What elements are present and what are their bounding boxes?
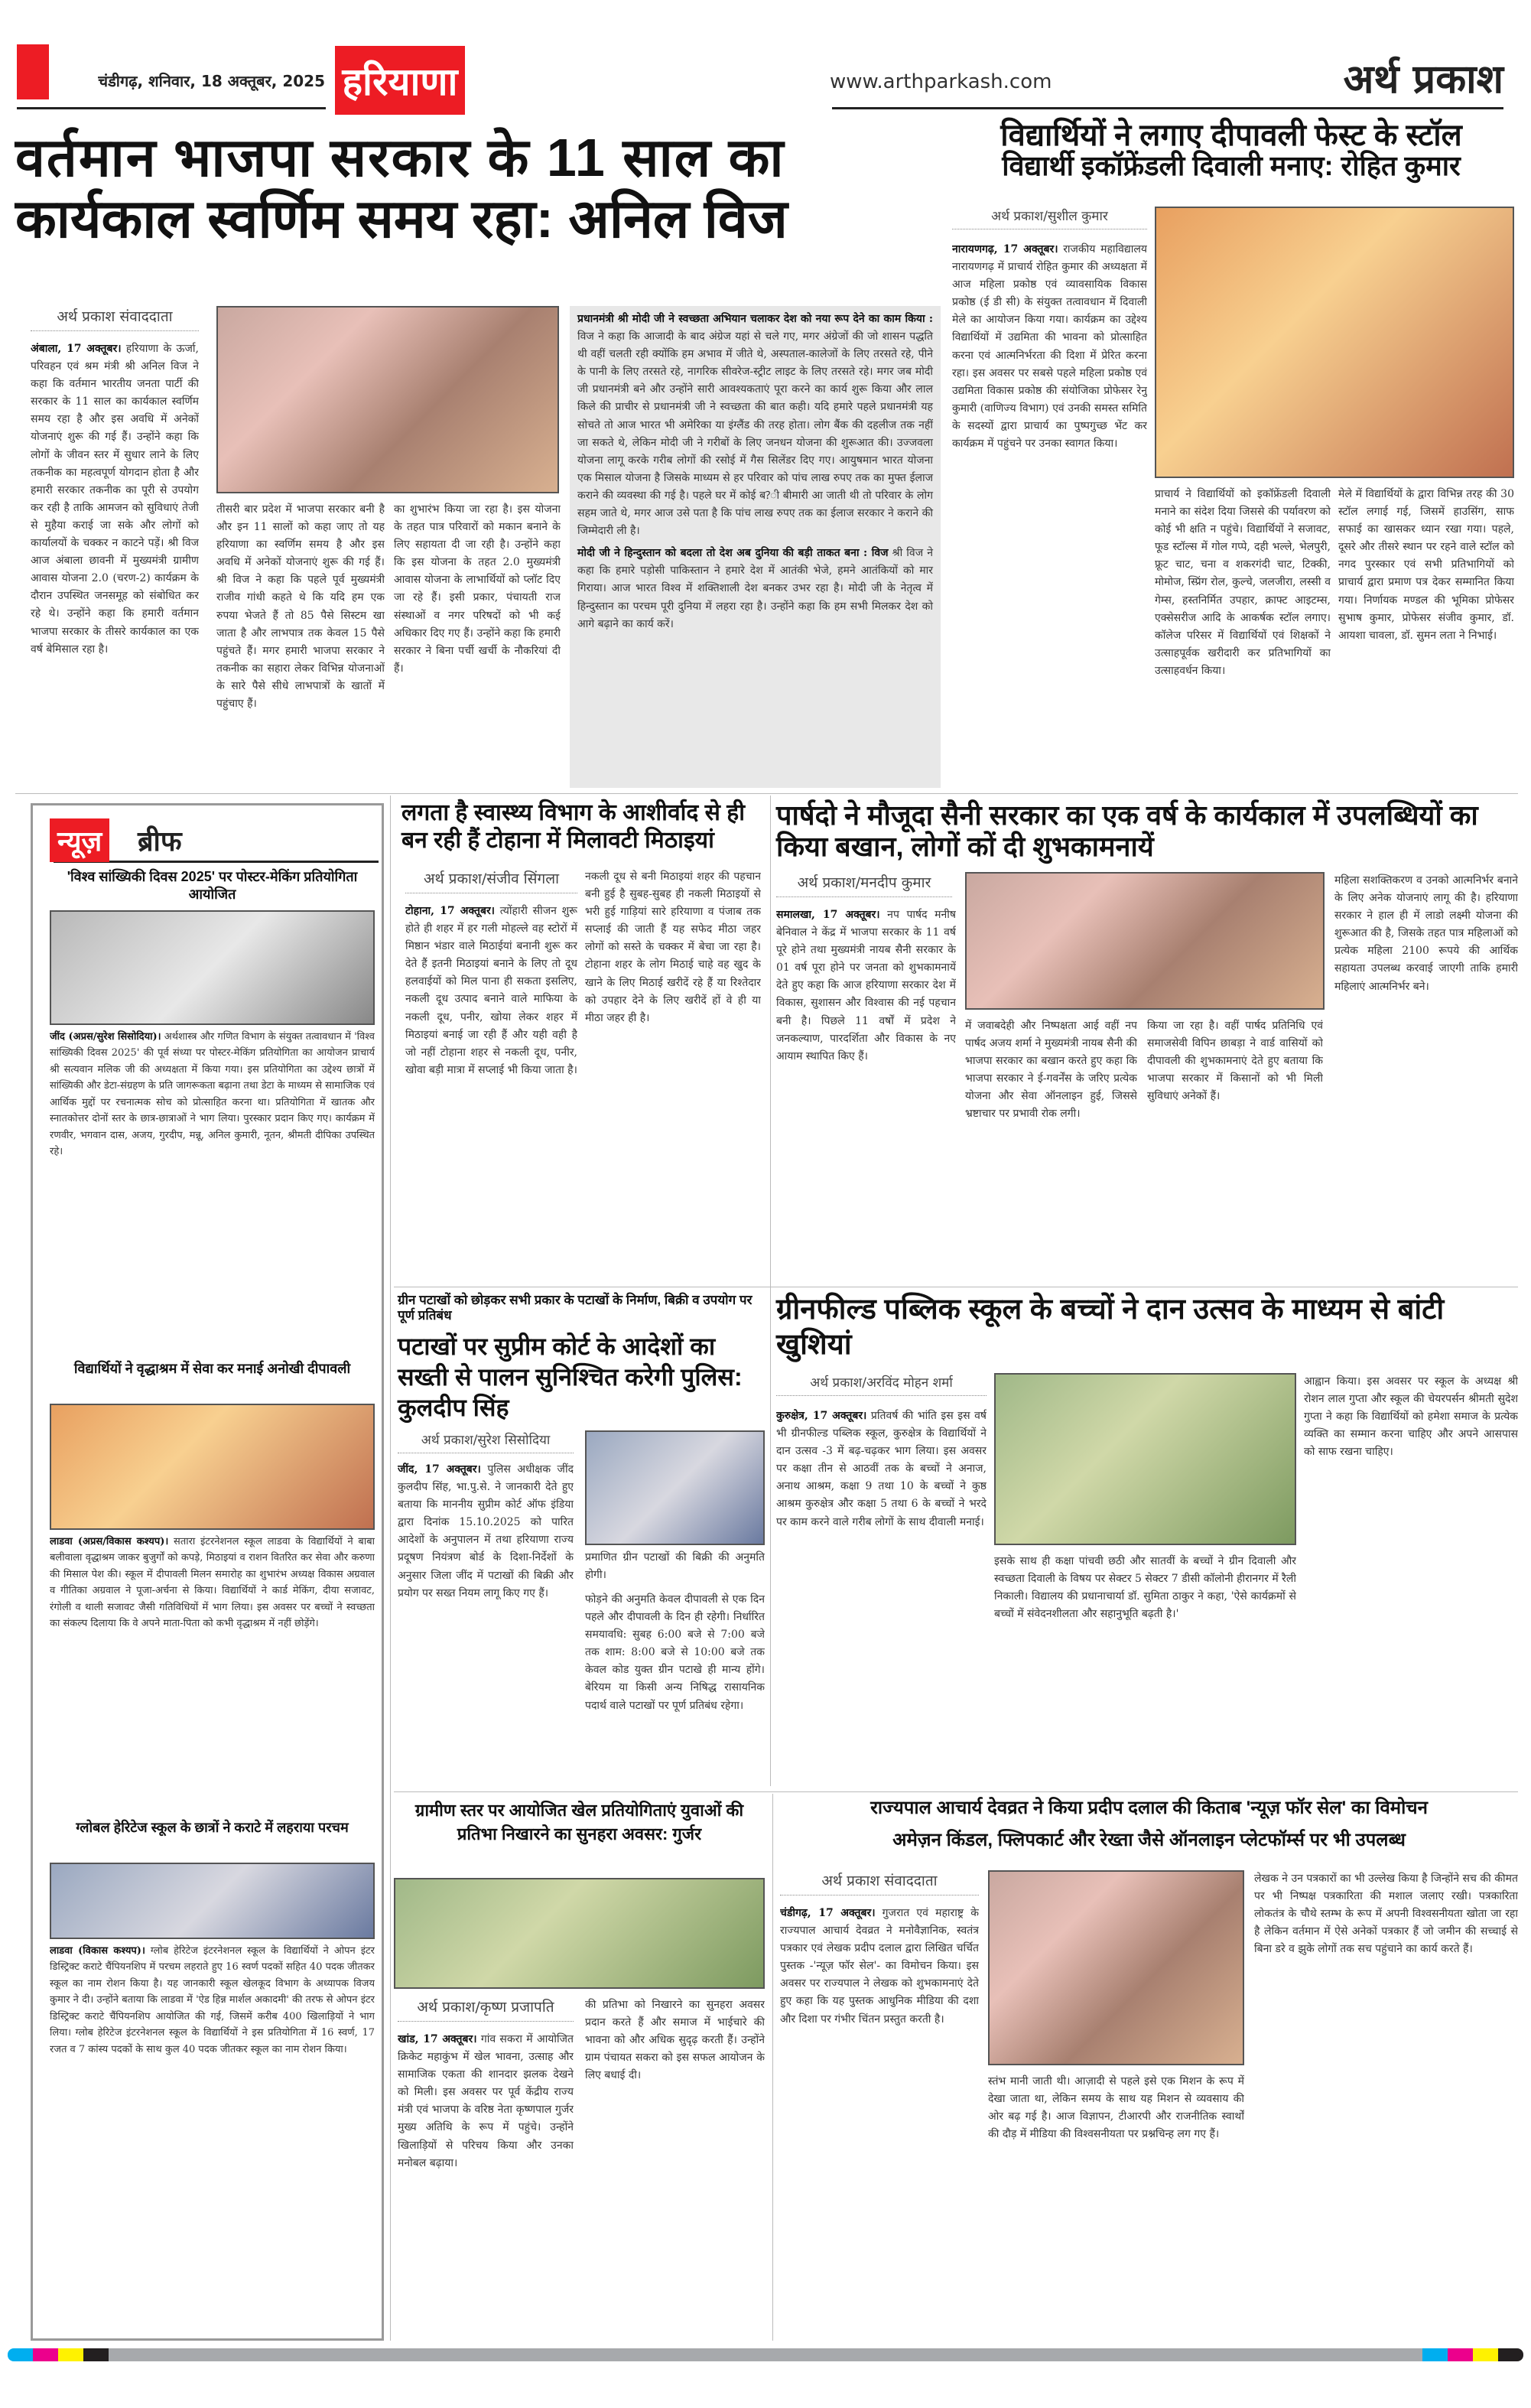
games-body-col2: की प्रतिभा को निखारने का सुनहरा अवसर प्रदान करते हैं और समाज में भाईचारे की भावना को और अधिक सुदृढ़ करती हैं। उन्होंने ग्राम पंचायत सकरा को इस सफल आयोजन के लिए बधाई दी। bbox=[585, 1999, 765, 2082]
magenta-swatch bbox=[33, 2348, 58, 2361]
masthead-rule-left bbox=[17, 107, 326, 109]
parshad-body-col4: महिला सशक्तिकरण व उनको आत्मनिर्भर बनाने के लिए अनेक योजनाएं लागू की है। हरियाणा सरकार ने हाल ही में लाडो लक्ष्मी योजना की शुरूआत की है, जिसके तहत पात्र महिलाओं को प्रत्येक महिला 2100 रूपये की आर्थिक सहायता उपलब्ध करवाई जाएगी ताकि हमारी महिलाएं आत्मनिर्भर बने। bbox=[1334, 874, 1518, 993]
parshad-byline: अर्थ प्रकाश/मनदीप कुमार bbox=[776, 872, 952, 897]
column-rule bbox=[772, 1794, 773, 2341]
tohana-byline: अर्थ प्रकाश/संजीव सिंगला bbox=[405, 868, 577, 893]
brief-2-text: सतारा इंटरनेशनल स्कूल लाडवा के विद्यार्थियों ने बाबा बलीवाला वृद्धाश्रम जाकर बुजुर्गों को कपड़े, मिठाइयां व राशन वितरित कर सेवा और करुणा की मिसाल पेश की। स्कूल में दीपावली मिलन समारोह का शुभारंभ अध्यक्ष विकास अग्रवाल व गीतिका अग्रवाल ने पूजा-अर्चना से किया। विद्यार्थियों ने कार्ड मेकिंग, दीया सजावट, रंगोली व थाली सजावट जैसी गतिविधियों में भाग लिया। इस अवसर पर बच्चों ने स्वच्छता का संकल्प दिलाया कि वे अपने माता-पिता को कभी वृद्धाश्रम में नहीं छोड़ेंगे। bbox=[50, 1536, 375, 1630]
firecracker-byline: अर्थ प्रकाश/सुरेश सिसोदिया bbox=[398, 1430, 574, 1453]
lead-body-col1 bbox=[31, 340, 199, 784]
brief-3-headline: ग्लोबल हेरिटेज स्कूल के छात्रों ने कराटे में लहराया परचम bbox=[76, 1820, 349, 1835]
black-swatch bbox=[83, 2348, 109, 2361]
firecracker-photo-caption: प्रमाणित ग्रीन पटाखों की बिक्री की अनुमति होगी। bbox=[585, 1551, 765, 1582]
box-body: विज ने कहा कि आजादी के बाद अंग्रेज यहां से चले गए, मगर अंग्रेजों की जो शासन पद्धति थी वहीं चलती रही क्योंकि हम अभाव में जीते थे, अस्पताल-कालेजों के लिए तरसते रहे, पीने के पानी के लिए तरसते रहे, नागरिक सीवरेज-स्ट्रीट लाइट के लिए तरसते रहे। मगर जब मोदी जी प्रधानमंत्री बने और उन्होंने सारी आवश्यकताएं पूरा करने का कार्य शुरू किया और लाल किले की प्राचीर से प्रधानमंत्री जी ने स्वच्छता की बात कही। यदि हमारे पहले प्रधानमंत्री यह सोचते तो आज भारत भी अमेरिका या इंग्लैंड की तरह होता। लोग बैंक की दहलीज तक नहीं जा सकते थे, लेकिन मोदी जी ने गरीबों के लिए जनधन योजना की शुरूआत की। उज्जवला योजना लागू करके गरीब लोगों की रसोई में गैस सिलेंडर दिए गए। आयुषमान भारत योजना एक मिसाल योजना है जिसके माध्यम से हर परिवार को पांच लाख रुपए तक का मुफ्त ईलाज कराने की व्यवस्था की गई है। पहले घर में कोई ब?ी बीमारी आ जाती थी तो परिवार के लोग सहम जाते थे, मगर आज उसे पता है कि पांच लाख रुपए तक का ईलाज सरकार ने कराने की जिम्मेदारी ली है। bbox=[577, 330, 933, 538]
brief-3-lead: लाडवा (विकास कश्यप)। bbox=[50, 1945, 145, 1957]
firecracker-photo bbox=[585, 1430, 765, 1545]
diwali-body-text: राजकीय महाविद्यालय नारायणगढ़ में प्राचार्य रोहित कुमार की अध्यक्षता में आज महिला प्रकोष्ठ एवं व्यावसायिक विकास प्रकोष्ठ (ई डी सी) के संयुक्त तत्वावधान में दिवाली मेले का आयोजन किया गया। कार्यक्रम का उद्देश्य विद्यार्थियों में उद्यमिता की भावना को प्रोत्साहित करना एवं आत्मनिर्भरता की दिशा में प्रेरित करना रहा। इस अवसर पर सबसे पहले महिला प्रकोष्ठ एवं उद्यमिता विकास प्रकोष्ठ की संयोजिका प्रोफेसर रेनु कुमारी (वाणिज्य विभाग) एवं उनकी समस्त समिति के सदस्यों द्वारा प्राचार्य का पुष्पगुच्छ भेंट कर कार्यक्रम में पहुंचने पर उनका स्वागत किया। bbox=[952, 243, 1147, 451]
firecracker-body-col1 bbox=[398, 1461, 574, 1786]
lead-body-col2: तीसरी बार प्रदेश में भाजपा सरकार बनी है और इन 11 सालों को कहा जाए तो यह हरियाणा का स्वर्णिम समय है और इस अवधि में अनेकों योजनाएं शुरू की गई हैं। श्री विज ने कहा कि पहले पूर्व मुख्यमंत्री राजीव गांधी कहते थे कि यदि हम एक रुपया भेजते हैं तो 85 पैसे सिस्टम खा जाता है और लाभपात्र तक केवल 15 पैसे पहुंचते हैं। मगर हमारी भाजपा सरकार ने तकनीक का सहारा लेकर विभिन्न योजनाओं के सारे पैसे सीधे लाभपात्रों के खातों में पहुंचाए हैं। bbox=[216, 503, 385, 711]
diwali-body-col2: प्राचार्य ने विद्यार्थियों को इकॉफ्रेंडली दिवाली मनाने का संदेश दिया जिससे की पर्यावरण को कोई भी क्षति न पहुंचे। विद्यार्थियों ने सजावट, फूड स्टॉल्स में गोल गप्पे, दही भल्ले, भेलपुरी, फ्रूट चाट, चना व शकरगंदी चाट, टिक्की, मोमोज, स्प्रिंग रोल, कुल्चे, जलजीरा, लस्सी व गेम्स, हस्तनिर्मित उपहार, क्राफ्ट आइटम्स, एक्सेसरीज आदि के आकर्षक स्टॉल लगाए। कॉलेज परिसर में विद्यार्थियों एवं शिक्षकों ने उत्साहपूर्वक खरीदारी कर प्रतिभागियों का उत्साहवर्धन किया। bbox=[1155, 488, 1331, 677]
games-byline: अर्थ प्रकाश/कृष्ण प्रजापति bbox=[398, 1996, 574, 2022]
yellow-swatch bbox=[58, 2348, 83, 2361]
book-byline: अर्थ प्रकाश संवाददाता bbox=[780, 1870, 979, 1895]
games-headline: ग्रामीण स्तर पर आयोजित खेल प्रतियोगिताएं युवाओं की प्रतिभा निखारने का सुनहरा अवसर: गुर्जर bbox=[414, 1801, 744, 1843]
diwali-dateline: नारायणगढ़, 17 अक्तूबर। bbox=[952, 243, 1058, 255]
lead-body-text: हरियाणा के ऊर्जा, परिवहन एवं श्रम मंत्री श्री अनिल विज ने कहा कि वर्तमान भारतीय जनता पार्टी की सरकार के 11 साल का कार्यकाल स्वर्णिम समय रहा है और इस अवधि में अनेकों योजनाएं शुरू की गई हैं। उन्होंने कहा कि लोगों के जीवन स्तर में सुधार लाने के लिए तकनीक का महत्वपूर्ण योगदान होता है और हमारी सरकार तकनीक का पूरी से उपयोग कर रही है ताकि आमजन को सुविधाएं तेजी से मुहैया कराई जा सके और लोगों को कार्यालयों के चक्कर न काटने पड़ें। श्री विज आज अंबाला छावनी में मुख्यमंत्री ग्रामीण आवास योजना 2.0 (चरण-2) कार्यक्रम के दौरान उपस्थित जनसमूह को संबोधित कर रहे थे। उन्होंने कहा कि हमारी वर्तमान भाजपा सरकार के तीसरे कार्यकाल का एक वर्ष बेमिसाल रहा है। bbox=[31, 343, 199, 656]
lead-byline: अर्थ प्रकाश संवाददाता bbox=[31, 306, 199, 331]
lead-headline bbox=[15, 130, 941, 247]
masthead-dateline: चंडीगढ़, शनिवार, 18 अक्तूबर, 2025 bbox=[98, 72, 325, 90]
parshad-dateline: समालखा, 17 अक्तूबर। bbox=[776, 909, 880, 921]
brief-3-body bbox=[50, 1943, 375, 2329]
parshad-headline: पार्षदो ने मौजूदा सैनी सरकार का एक वर्ष के कार्यकाल में उपलब्धियों का किया बखान, लोगों कों दी शुभकामनायें bbox=[776, 799, 1478, 863]
greenfield-byline: अर्थ प्रकाश/अरविंद मोहन शर्मा bbox=[776, 1373, 987, 1396]
brief-3-text: ग्लोब हेरिटेज इंटरनेशनल स्कूल के विद्यार्थियों ने ओपन इंटर डिस्ट्रिक्ट कराटे चैंपियनशिप में परचम लहराते हुए 16 स्वर्ण पदकों सहित 40 पदक जीतकर स्कूल का नाम रोशन किया है। यह जानकारी स्कूल खेलकूद विभाग के अध्यापक विजय कुमार ने दी। उन्होंने बताया कि लाडवा में 'ऐड हिन्न मार्शल अकादमी' की तरफ से ओपन इंटर डिस्ट्रिक्ट कराटे चैंपियनशिप आयोजित की गई, जिसमें करीब 400 खिलाड़ियों ने भाग लिया। ग्लोब हेरिटेज इंटरनेशनल स्कूल के विद्यार्थियों ने इस प्रतियोगिता में 16 स्वर्ण, 17 रजत व 7 कांस्य पदकों के साथ कुल 40 पदक जीतकर स्कूल का नाम रोशन किया। bbox=[50, 1945, 375, 2055]
horizontal-rule bbox=[15, 793, 1518, 794]
greenfield-dateline: कुरुक्षेत्र, 17 अक्तूबर। bbox=[776, 1410, 867, 1422]
magenta-swatch bbox=[1448, 2348, 1473, 2361]
column-rule bbox=[390, 796, 391, 2341]
yellow-swatch bbox=[1473, 2348, 1498, 2361]
diwali-subheadline: विद्यार्थी इकॉफ्रेंडली दिवाली मनाए: रोहित कुमार bbox=[1002, 150, 1461, 181]
book-body-col3: लेखक ने उन पत्रकारों का भी उल्लेख किया है जिन्होंने सच की कीमत पर भी निष्पक्ष पत्रकारिता की मशाल जलाए रखी। पत्रकारिता लोकतंत्र के चौथे स्तम्भ के रूप में अपनी विश्वसनीयता खोता जा रहा है लेकिन वर्तमान में ऐसे अनेकों पत्रकार हैं जो जमीन की सच्चाई से बिना डरे व झुके लोगों तक सच पहुंचाने का कार्य करते हैं। bbox=[1254, 1873, 1518, 1956]
site-url[interactable]: www.arthparkash.com bbox=[830, 70, 1052, 93]
brief-1-photo bbox=[50, 910, 375, 1025]
diwali-photo bbox=[1155, 207, 1514, 478]
games-body-col1 bbox=[398, 2031, 574, 2333]
brief-1-headline: 'विश्व सांख्यिकी दिवस 2025' पर पोस्टर-मेकिंग प्रतियोगिता आयोजित bbox=[67, 869, 358, 902]
diwali-byline: अर्थ प्रकाश/सुशील कुमार bbox=[952, 207, 1147, 229]
greenfield-headline: ग्रीनफील्ड पब्लिक स्कूल के बच्चों ने दान उत्सव के माध्यम से बांटी खुशियां bbox=[776, 1293, 1445, 1361]
parshad-body-col2: में जवाबदेही और निष्पक्षता आई वहीं नप पार्षद अजय शर्मा ने मुख्यमंत्री नायब सैनी की भाजपा सरकार का बखान करते हुए कहा कि भाजपा सरकार ने ई-गवर्नेंस के जरिए प्रत्येक योजना और सेवा ऑनलाइन हुई, जिससे भ्रष्टाचार पर प्रभावी रोक लगी। bbox=[965, 1020, 1137, 1121]
parshad-body-text: नप पार्षद मनीष बेनिवाल ने केंद्र में भाजपा सरकार के 11 वर्ष पूरे होने तथा मुख्यमंत्री नायब सैनी सरकार के 01 वर्ष पूरा होने पर जनता को शुभकामनायें देते हुए कहा कि आज हरियाणा सरकार देश में विकास, सुशासन और विश्वास की नई पहचान बनी है। पिछले 11 वर्षों में प्रदेश ने जनकल्याण, पारदर्शिता और विकास के नए आयाम स्थापित किए हैं। bbox=[776, 909, 956, 1062]
firecracker-body-col2: फोड़ने की अनुमति केवल दीपावली से एक दिन पहले और दीपावली के दिन ही रहेगी। निर्धारित समयावधि: सुबह 6:00 बजे से 7:00 बजे तक शाम: 8:00 बजे से 10:00 बजे तक केवल कोड युक्त ग्रीन पटाखे ही मान्य होंगे। बेरियम या किसी अन्य निषिद्ध रासायनिक पदार्थ वाले पटाखों पर पूर्ण प्रतिबंध रहेगा। bbox=[585, 1593, 765, 1712]
cyan-swatch bbox=[1422, 2348, 1448, 2361]
book-body-col1 bbox=[780, 1905, 979, 2333]
lead-headline-line1: वर्तमान भाजपा सरकार के 11 साल का bbox=[15, 128, 785, 187]
lead-headline-line2: कार्यकाल स्वर्णिम समय रहा: अनिल विज bbox=[15, 188, 788, 249]
greenfield-body-col3: आह्वान किया। इस अवसर पर स्कूल के अध्यक्ष श्री रोशन लाल गुप्ता और स्कूल की चेयरपर्सन श्रीमती सुदेश गुप्ता ने कहा कि विद्यार्थियों को हमेशा समाज के प्रत्येक व्यक्ति का सम्मान करना चाहिए और अपने आसपास को साफ रखना चाहिए। bbox=[1304, 1375, 1518, 1459]
book-dateline: चंडीगढ़, 17 अक्तूबर। bbox=[780, 1907, 876, 1919]
brief-2-photo bbox=[50, 1404, 375, 1530]
grey-bar bbox=[109, 2348, 1422, 2361]
parshad-body-col1 bbox=[776, 906, 956, 1281]
cyan-swatch bbox=[8, 2348, 33, 2361]
parshad-body-col3: किया जा रहा है। वहीं पार्षद प्रतिनिधि एवं समाजसेवी विपिन छाबड़ा ने वार्ड वासियों को दीपावली की शुभकामनाएं देते हुए बताया कि भाजपा सरकार में किसानों को भी मिली सुविधाएं अनेकों हैं। bbox=[1147, 1020, 1323, 1103]
parshad-photo-strip bbox=[965, 872, 1325, 1010]
lead-body-col3: का शुभारंभ किया जा रहा है। इस योजना के तहत पात्र परिवारों को मकान बनाने के लिए सहायता दी जा रही है। उन्होंने कहा कि इस योजना के तहत 2.0 मुख्यमंत्री आवास योजना के लाभार्थियों को प्लॉट दिए जा रहे हैं। इसी प्रकार, पंचायती राज संस्थाओं व नगर परिषदों को भी कई अधिकार दिए गए हैं। उन्होंने कहा कि हमारी सरकार ने बिना पर्ची खर्ची के नौकरियां दी हैं। bbox=[394, 503, 561, 675]
firecracker-kicker: ग्रीन पटाखों को छोड़कर सभी प्रकार के पटाखों के निर्माण, बिक्री व उपयोग पर पूर्ण प्रतिबंध bbox=[398, 1293, 752, 1323]
diwali-headline: विद्यार्थियों ने लगाए दीपावली फेस्ट के स्टॉल bbox=[1000, 119, 1462, 152]
diwali-body-col3: मेले में विद्यार्थियों के द्वारा विभिन्न तरह की 30 स्टॉल लगाई गई, जिसमें हाउसिंग, साफ सफाई का खासकर ध्यान रखा गया। पहले, दूसरे और तीसरे स्थान पर रहने वाले स्टॉल को नगद पुरस्कार एवं सभी प्रतिभागियों को प्राचार्य द्वारा प्रमाण पत्र देकर सम्मानित किया गया। निर्णायक मण्डल की भूमिका प्रोफेसर सुभाष कुमार, प्रोफेसर संजीव कुमार, डॉ. आयशा चावला, डॉ. सुमन लता ने निभाई। bbox=[1338, 488, 1514, 642]
games-body-text: गांव सकरा में आयोजित क्रिकेट महाकुंभ में खेल भावना, उत्साह और सामाजिक एकता की शानदार झलक देखने को मिली। इस अवसर पर पूर्व केंद्रीय राज्य मंत्री एवं भाजपा के वरिष्ठ नेता कृष्णपाल गुर्जर मुख्य अतिथि के रूप में पहुंचे। उन्होंने खिलाड़ियों से परिचय किया और उनका मनोबल बढ़ाया। bbox=[398, 2033, 574, 2169]
section-label: हरियाणा bbox=[335, 46, 465, 115]
column-rule bbox=[770, 796, 771, 1786]
firecracker-headline: पटाखों पर सुप्रीम कोर्ट के आदेशों का सख्ती से पालन सुनिश्चित करेगी पुलिस: कुलदीप सिंह bbox=[398, 1333, 743, 1421]
box-title: प्रधानमंत्री श्री मोदी जी ने स्वच्छता अभियान चलाकर देश को नया रूप देने का काम किया : bbox=[577, 313, 933, 325]
newspaper-logo: अर्थ प्रकाश bbox=[1343, 57, 1503, 103]
horizontal-rule bbox=[394, 1791, 1518, 1792]
black-swatch bbox=[1498, 2348, 1523, 2361]
news-brief-logo-black: ब्रीफ bbox=[138, 826, 182, 857]
greenfield-photo bbox=[994, 1373, 1296, 1545]
brief-1-text: अर्थशास्त्र और गणित विभाग के संयुक्त तत्वावधान में 'विश्व सांख्यिकी दिवस 2025' की पूर्व संध्या पर पोस्टर-मेकिंग प्रतियोगिता का आयोजन प्राचार्य श्री सत्यवान मलिक जी की अध्यक्षता में किया गया। इस प्रतियोगिता का उद्देश्य छात्रों में सांख्यिकी और डेटा-संग्रहण के प्रति जागरूकता बढ़ाना तथा डेटा के माध्यम से सामाजिक एवं आर्थिक मुद्दों पर रचनात्मक सोच को प्रोत्साहित करना था। प्रतियोगिता में खातक और स्नातकोत्तर दोनों स्तर के छात्र-छात्राओं ने भाग लिया। पुरस्कार प्रदान किए गए। कार्यक्रम में रणवीर, भगवान दास, अजय, गुरदीप, मन्नू, अनिल कुमारी, नूतन, श्रीमती दीपिका उपस्थित रहे। bbox=[50, 1031, 375, 1158]
masthead-red-block bbox=[17, 44, 49, 99]
brief-2-lead: लाडवा (अप्रस/विकास कश्यप)। bbox=[50, 1536, 169, 1547]
greenfield-body-col2: इसके साथ ही कक्षा पांचवी छठी और सातवीं के बच्चों ने ग्रीन दिवाली और स्वच्छता दिवाली के विषय पर सेक्टर 5 सेक्टर 7 डीसी कॉलोनी हीरानगर में रैली निकाली। विद्यालय की प्रधानाचार्या डॉ. सुमिता ठाकुर ने कहा, 'ऐसे कार्यक्रमों से बच्चों में संवेदनशीलता और सहानुभूति बढ़ती है।' bbox=[994, 1555, 1296, 1621]
book-headline: राज्यपाल आचार्य देवव्रत ने किया प्रदीप दलाल की किताब 'न्यूज़ फॉर सेल' का विमोचन bbox=[870, 1798, 1428, 1818]
games-photo bbox=[394, 1878, 765, 1989]
book-body-col2: स्तंभ मानी जाती थी। आज़ादी से पहले इसे एक मिशन के रूप में देखा जाता था, लेकिन समय के साथ यह मिशन से व्यवसाय की ओर बढ़ गई है। आज विज्ञापन, टीआरपी और राजनीतिक स्वार्थों की दौड़ में मीडिया की विश्वसनीयता पर प्रश्नचिन्ह लग गए हैं। bbox=[988, 2075, 1244, 2141]
tohana-dateline: टोहाना, 17 अक्तूबर। bbox=[405, 905, 495, 917]
book-photo bbox=[988, 1870, 1244, 2065]
brief-2-headline: विद्यार्थियों ने वृद्धाश्रम में सेवा कर मनाई अनोखी दीपावली bbox=[73, 1361, 351, 1376]
brief-3-photo bbox=[50, 1863, 375, 1939]
greenfield-body-col1 bbox=[776, 1407, 987, 1786]
diwali-body-col1 bbox=[952, 241, 1147, 784]
book-subheadline: अमेज़न किंडल, फ्लिपकार्ट और रेख्ता जैसे ऑनलाइन प्लेटफॉर्म्स पर भी उपलब्ध bbox=[892, 1830, 1406, 1850]
brief-1-lead: जींद (अप्रस/सुरेश सिसोदिया)। bbox=[50, 1031, 161, 1043]
brief-2-body bbox=[50, 1534, 375, 1813]
lead-photo bbox=[216, 306, 559, 493]
greenfield-body-text: प्रतिवर्ष की भांति इस इस वर्ष भी ग्रीनफील्ड पब्लिक स्कूल, कुरुक्षेत्र के विद्यार्थियों ने दान उत्सव -3 में बढ़-चढ़कर भाग लिया। इस अवसर पर कक्षा तीन से आठवीं तक के बच्चों ने अनाज, अनाथ आश्रम, कक्षा 9 तथा 10 के बच्चों ने कुष्ठ आश्रम कुरुक्षेत्र और कक्षा 5 तथा 6 के बच्चों ने भरदे पर काम करने वाले गरीब लोगों के साथ दीवाली मनाई। bbox=[776, 1410, 987, 1528]
games-dateline: खांड, 17 अक्तूबर। bbox=[398, 2033, 477, 2045]
diwali-headline-block bbox=[948, 119, 1514, 181]
lead-dateline: अंबाला, 17 अक्तूबर। bbox=[31, 343, 122, 355]
news-brief-logo-red: न्यूज़ bbox=[50, 818, 109, 862]
print-registration-bar bbox=[8, 2348, 1523, 2361]
tohana-body-text: त्योंहारी सीजन शुरू होते ही शहर में हर गली मोहल्ले वह स्टोरों में मिष्ठान भंडार वाले मिठाईयां बनानी शुरू कर देते हैं इतनी मिठाइयां बनाने के लिए तो दूध हलवाईयों को मिल पाना ही सकता इसलिए, नकली दूध उत्पाद बनाने वाले माफिया के नकली दूध, पनीर, खोया लेकर शहर में मिठाइयां बनाई जा रही हैं और यही वही है जो नहीं टोहाना शहर से नकली दूध, पनीर, खोवा बड़ी मात्रा में सप्लाई भी किया जाता है। bbox=[405, 905, 577, 1076]
book-body-text: गुजरात एवं महाराष्ट्र के राज्यपाल आचार्य देवव्रत ने मनोवैज्ञानिक, स्वतंत्र पत्रकार एवं लेखक प्रदीप दलाल द्वारा लिखित चर्चित पुस्तक -'न्यूज़ फॉर सेल'- का विमोचन किया। इस अवसर पर राज्यपाल ने लेखक को शुभकामनाएं देते हुए कहा कि यह पुस्तक आधुनिक मीडिया की दशा और दिशा पर गंभीर चिंतन प्रस्तुत करती है। bbox=[780, 1907, 979, 2026]
tohana-headline: लगता है स्वास्थ्य विभाग के आशीर्वाद से ही बन रही हैं टोहाना में मिलावटी मिठाइयां bbox=[401, 800, 745, 853]
firecracker-dateline: जींद, 17 अक्तूबर। bbox=[398, 1463, 481, 1476]
firecracker-body-text: पुलिस अधीक्षक जींद कुलदीप सिंह, भा.पु.से. ने जानकारी देते हुए बताया कि माननीय सुप्रीम कोर्ट ऑफ इंडिया द्वारा दिनांक 15.10.2025 को पारित आदेशों के अनुपालन में तथा हरियाणा राज्य प्रदूषण नियंत्रण बोर्ड के दिशा-निर्देशों के अनुसार जिला जींद में पटाखों की बिक्री और प्रयोग पर सख्त नियम लागू किए गए हैं। bbox=[398, 1463, 574, 1599]
box2-body: श्री विज ने कहा कि हमारे पड़ोसी पाकिस्तान ने हमारे देश में आतंकी भेजे, हमने आतंकियों को मार गिराया। आज भारत विश्व में शक्तिशाली देश बनकर उभर रहा है। मोदी जी के नेतृत्व में हिन्दुस्तान का परचम पूरी दुनिया में लहरा रहा है। उन्होंने कहा कि हम सभी मिलकर देश को आगे बढ़ाने का कार्य करें। bbox=[577, 547, 933, 630]
tohana-body-col2: नकली दूध से बनी मिठाइयां शहर की पहचान बनी हुई है सुबह-सुबह ही नकली मिठाइयों से भरी हुई गाड़ियां सारे हरियाणा व पंजाब तक सप्लाई की जाती हैं यह सफेद मीठा जहर लोगों को सस्ते के चक्कर में बेचा जा रहा है। टोहाना शहर के लोग मिठाई चाहे वह खुद के खाने के लिए मिठाई खरीदें रहे हैं या रिश्तेदार को उपहार देने के लिए खरीदें हों वे ही या मीठा जहर ही है। bbox=[585, 870, 761, 1024]
brief-1-body bbox=[50, 1029, 375, 1354]
masthead-rule-right bbox=[832, 107, 1503, 109]
lead-highlight-box bbox=[570, 306, 941, 788]
tohana-body-col1 bbox=[405, 903, 577, 1281]
box2-title: मोदी जी ने हिन्दुस्तान को बदला तो देश अब दुनिया की बड़ी ताकत बना : विज bbox=[577, 547, 889, 560]
